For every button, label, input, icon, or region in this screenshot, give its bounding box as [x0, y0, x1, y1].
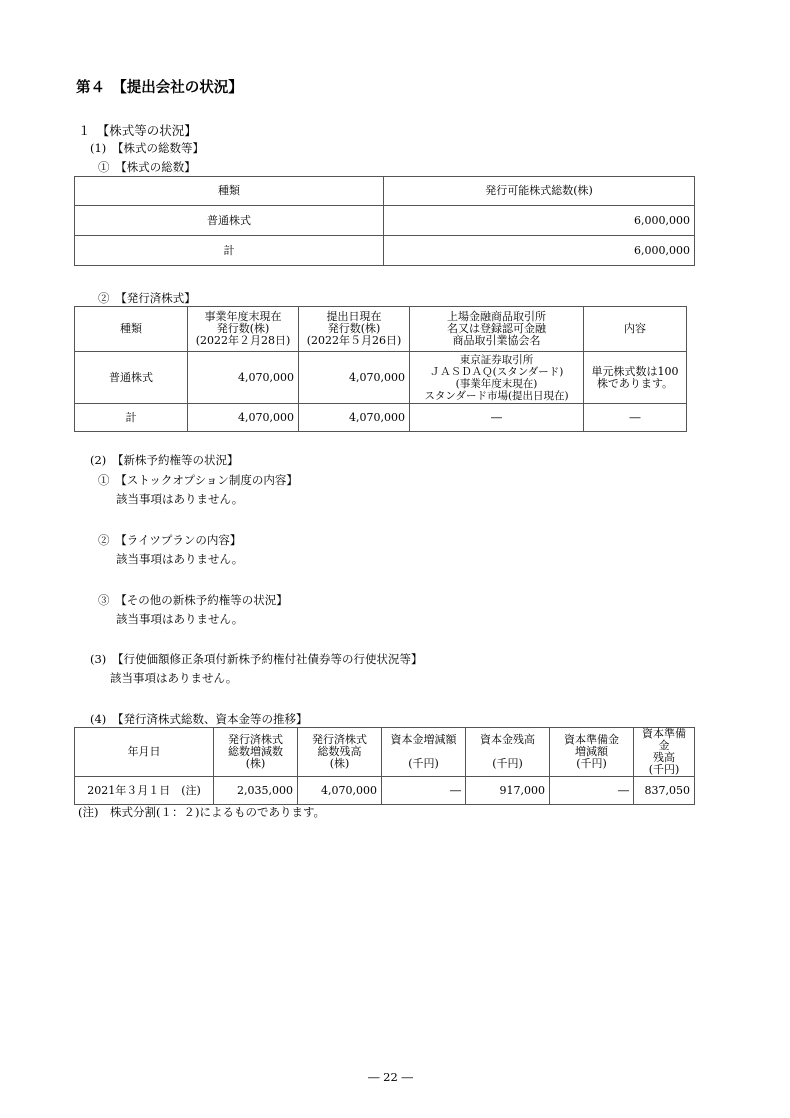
table-header: 提出日現在 発行数(株) (2022年５月26日) [299, 307, 410, 352]
table-header: 資本金残高 (千円) [466, 728, 550, 777]
table-cell: 6,000,000 [384, 206, 695, 236]
table-cell: 4,070,000 [299, 352, 410, 404]
total-shares-table [74, 176, 695, 266]
heading-total-shares: (1) 【株式の総数等】 [90, 141, 205, 155]
table-cell: 837,050 [634, 777, 695, 805]
stock-option-text: 該当事項はありません。 [116, 492, 244, 506]
table-cell: 計 [75, 236, 384, 266]
table-cell: 6,000,000 [384, 236, 695, 266]
table-cell: 4,070,000 [188, 404, 299, 432]
heading-rights-plan: ② 【ライツプランの内容】 [98, 533, 242, 547]
table-cell: 917,000 [466, 777, 550, 805]
table-header: 資本金増減額 (千円) [382, 728, 466, 777]
table-header: 種類 [75, 307, 188, 352]
table-cell: 普通株式 [75, 352, 188, 404]
table-cell: ― [382, 777, 466, 805]
heading-stock-option: ① 【ストックオプション制度の内容】 [98, 473, 298, 487]
heading-total-number-of-shares: ① 【株式の総数】 [98, 160, 196, 174]
table-cell: 4,070,000 [298, 777, 382, 805]
table-header: 上場金融商品取引所 名又は登録認可金融 商品取引業協会名 [410, 307, 584, 352]
table-cell: ― [410, 404, 584, 432]
heading-stock-status: １ 【株式等の状況】 [78, 123, 197, 138]
table-header: 資本準備金 残高 (千円) [634, 728, 695, 777]
exercise-status-text: 該当事項はありません。 [110, 671, 238, 685]
table-header: 資本準備金 増減額 (千円) [550, 728, 634, 777]
heading-issued-shares: ② 【発行済株式】 [98, 291, 196, 305]
table-header: 年月日 [75, 728, 214, 777]
capital-changes-table [74, 727, 695, 805]
other-rights-text: 該当事項はありません。 [116, 612, 244, 626]
table-cell: ― [550, 777, 634, 805]
section-title: 第４ 【提出会社の状況】 [76, 80, 243, 96]
heading-other-rights: ③ 【その他の新株予約権等の状況】 [98, 593, 288, 607]
heading-exercise-status: (3) 【行使価額修正条項付新株予約権付社債券等の行使状況等】 [90, 652, 423, 666]
heading-stock-acquisition-rights: (2) 【新株予約権等の状況】 [90, 453, 239, 467]
table-header: 事業年度末現在 発行数(株) (2022年２月28日) [188, 307, 299, 352]
table-cell: 2,035,000 [214, 777, 298, 805]
table-cell: 単元株式数は100 株であります。 [584, 352, 687, 404]
table-cell: 普通株式 [75, 206, 384, 236]
rights-plan-text: 該当事項はありません。 [116, 552, 244, 566]
page-number: ― 22 ― [368, 1070, 413, 1084]
note: (注) 株式分割(１：２)によるものであります。 [78, 805, 326, 819]
table-cell: 2021年３月１日 (注) [75, 777, 214, 805]
table-header: 発行済株式 総数残高 (株) [298, 728, 382, 777]
table-header: 発行済株式 総数増減数 (株) [214, 728, 298, 777]
table-header: 発行可能株式総数(株) [384, 177, 695, 206]
table-cell: 計 [75, 404, 188, 432]
table-cell: 4,070,000 [299, 404, 410, 432]
table-header: 内容 [584, 307, 687, 352]
table-header: 種類 [75, 177, 384, 206]
table-cell: ― [584, 404, 687, 432]
table-cell: 4,070,000 [188, 352, 299, 404]
issued-shares-table [74, 306, 687, 432]
table-cell: 東京証券取引所 ＪＡＳＤＡＱ(スタンダード) (事業年度末現在) スタンダード市場(提出日現在) [410, 352, 584, 404]
heading-capital-changes: (4) 【発行済株式総数、資本金等の推移】 [90, 712, 308, 726]
